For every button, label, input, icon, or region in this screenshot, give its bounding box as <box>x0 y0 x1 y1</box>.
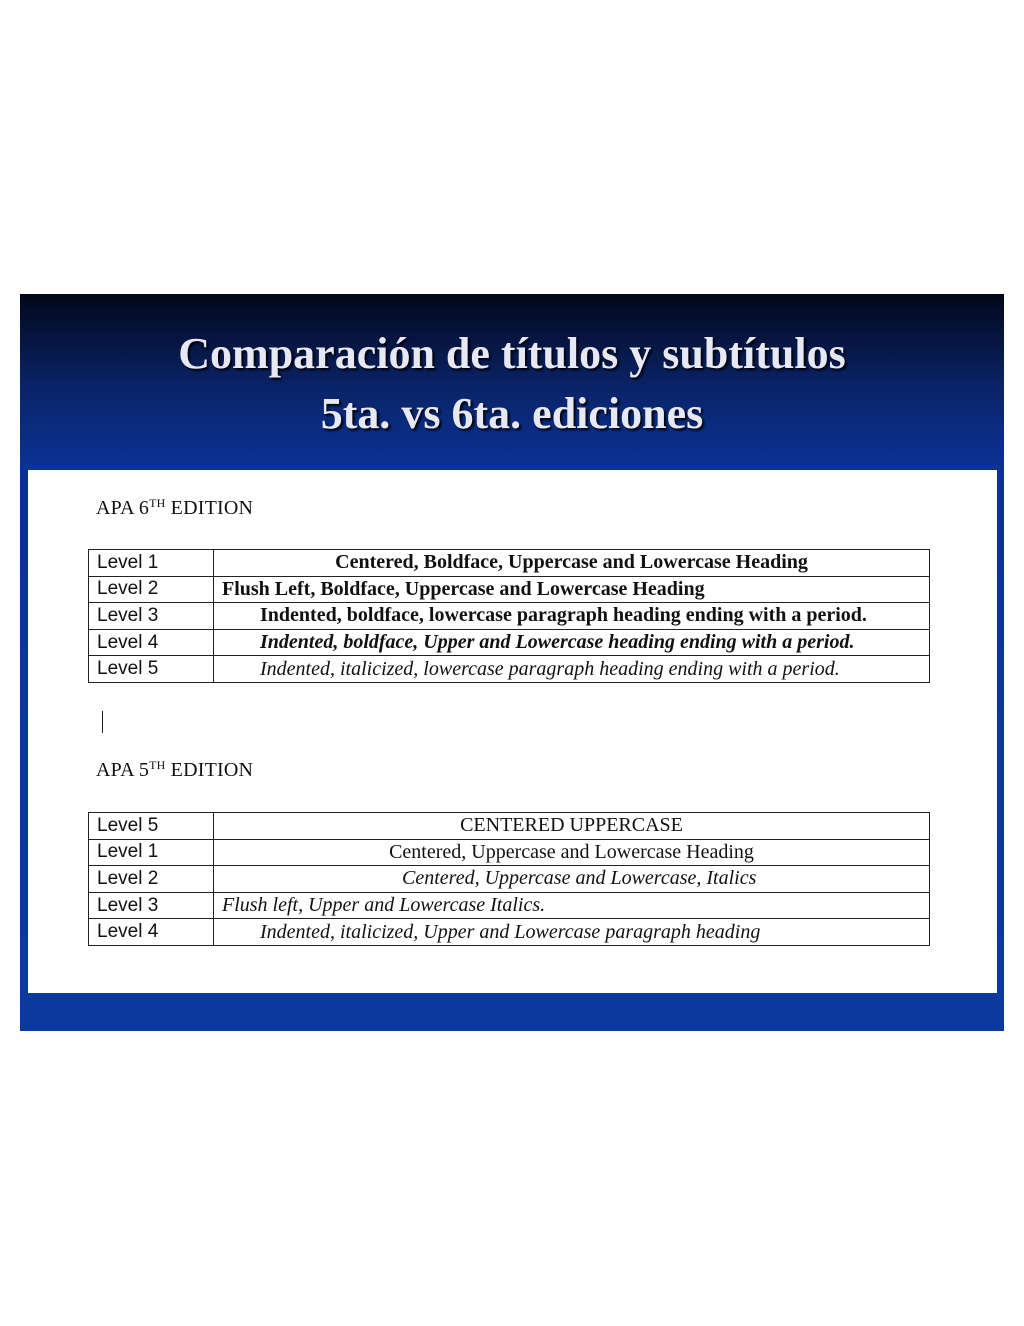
table-row <box>89 813 930 840</box>
level-description: CENTERED UPPERCASE <box>214 813 930 840</box>
table-row <box>89 839 930 866</box>
slide-title-line-1: Comparación de títulos y subtítulos <box>178 329 846 378</box>
apa6-heading-prefix: APA 6 <box>96 497 150 519</box>
level-label: Level 1 <box>89 839 214 866</box>
apa6-edition-heading <box>96 496 253 520</box>
table-row <box>89 892 930 919</box>
level-label: Level 3 <box>89 603 214 630</box>
level-label: Level 2 <box>89 576 214 603</box>
table-row <box>89 550 930 577</box>
level-description: Indented, boldface, lowercase paragraph heading ending with a period. <box>214 603 930 630</box>
level-label: Level 4 <box>89 629 214 656</box>
level-label: Level 4 <box>89 919 214 946</box>
content-panel <box>28 470 997 993</box>
apa6-levels-table <box>88 549 930 683</box>
slide-title <box>20 324 1004 444</box>
level-description: Indented, boldface, Upper and Lowercase heading ending with a period. <box>214 629 930 656</box>
level-label: Level 1 <box>89 550 214 577</box>
level-label: Level 5 <box>89 656 214 683</box>
level-label: Level 5 <box>89 813 214 840</box>
apa6-heading-suffix: EDITION <box>165 497 254 519</box>
table-row <box>89 603 930 630</box>
level-label: Level 3 <box>89 892 214 919</box>
table-row <box>89 576 930 603</box>
level-description: Indented, italicized, lowercase paragraph heading ending with a period. <box>214 656 930 683</box>
level-label: Level 2 <box>89 866 214 893</box>
table-row <box>89 919 930 946</box>
table-row <box>89 656 930 683</box>
slide <box>20 294 1004 1031</box>
level-description: Centered, Uppercase and Lowercase Heading <box>214 839 930 866</box>
text-cursor <box>102 711 103 733</box>
apa5-edition-heading <box>96 758 253 782</box>
level-description: Flush Left, Boldface, Uppercase and Lowercase Heading <box>214 576 930 603</box>
level-description: Indented, italicized, Upper and Lowercase paragraph heading <box>214 919 930 946</box>
level-description: Centered, Boldface, Uppercase and Lowercase Heading <box>214 550 930 577</box>
level-description: Flush left, Upper and Lowercase Italics. <box>214 892 930 919</box>
apa6-heading-sup: TH <box>149 496 166 510</box>
apa5-levels-table <box>88 812 930 946</box>
apa5-heading-prefix: APA 5 <box>96 759 150 781</box>
table-row <box>89 866 930 893</box>
apa5-heading-sup: TH <box>149 758 166 772</box>
table-row <box>89 629 930 656</box>
apa5-heading-suffix: EDITION <box>165 759 254 781</box>
level-description: Centered, Uppercase and Lowercase, Italics <box>214 866 930 893</box>
slide-title-line-2: 5ta. vs 6ta. ediciones <box>320 389 704 438</box>
